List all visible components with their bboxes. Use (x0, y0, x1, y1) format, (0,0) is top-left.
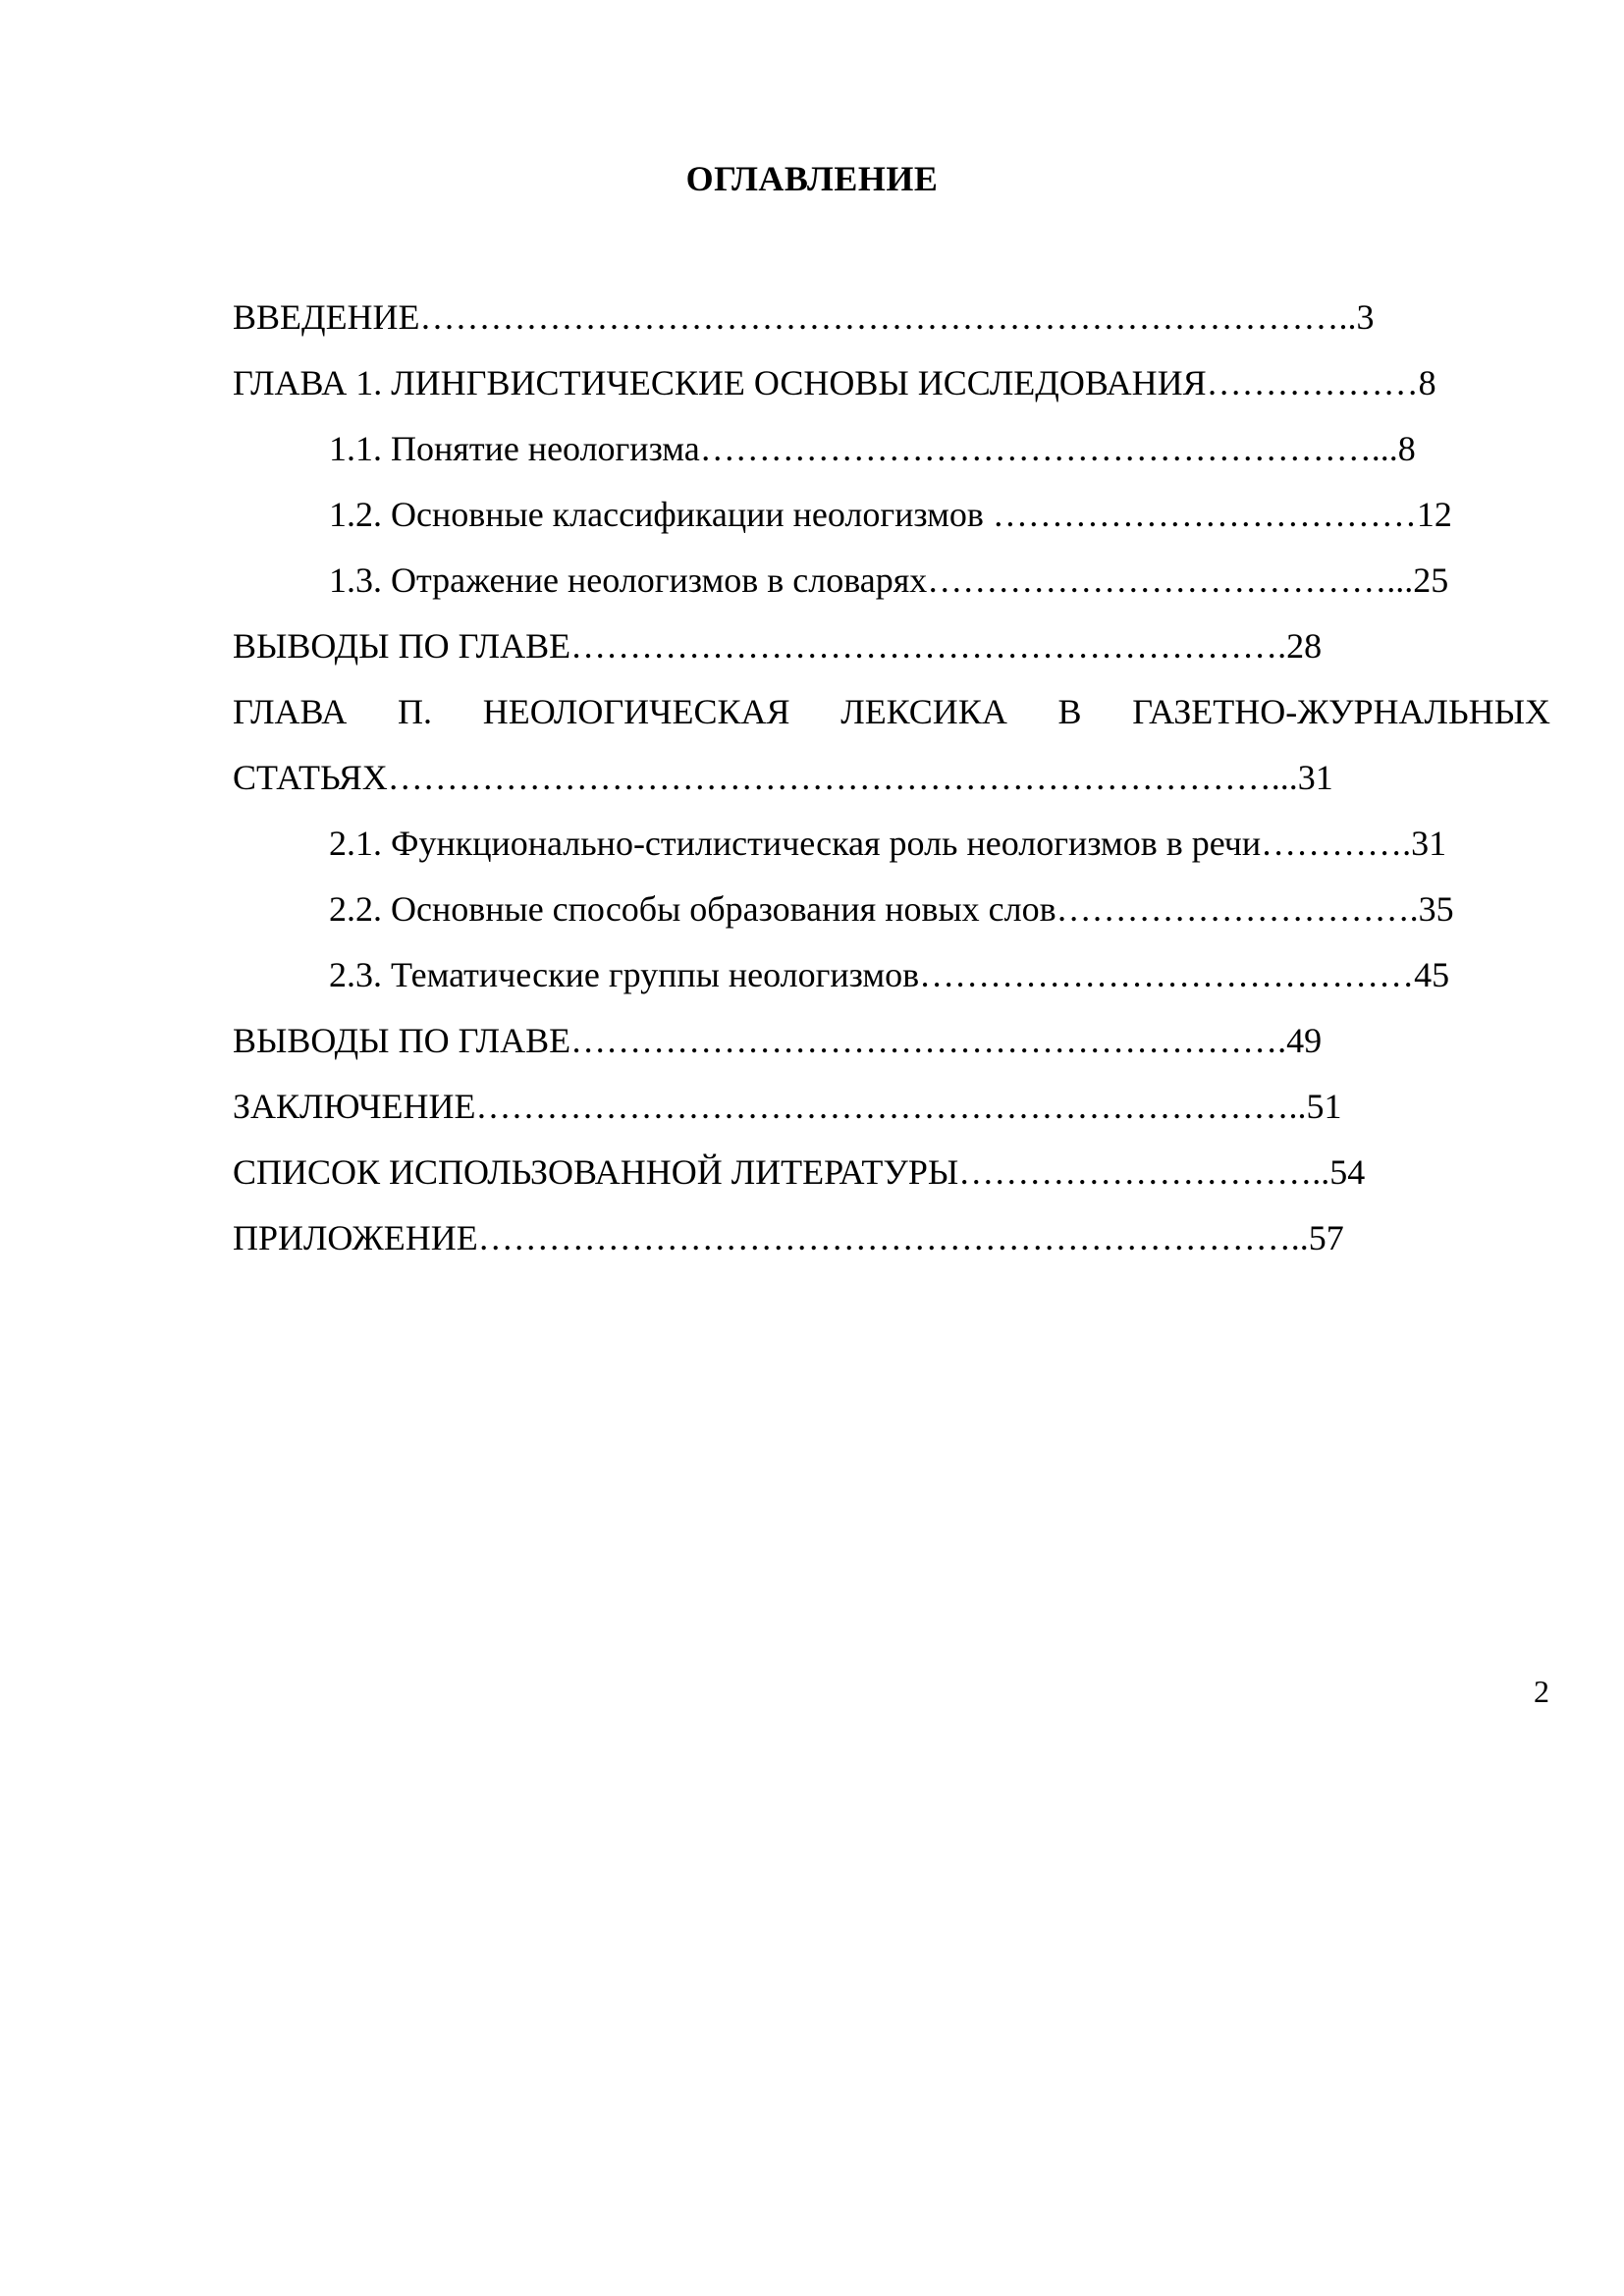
toc-entry-section-1-3: 1.3. Отражение неологизмов в словарях…………………………………...25 (329, 561, 1449, 600)
toc-entry-chapter-2 (233, 679, 1550, 811)
table-of-contents (233, 285, 1550, 1271)
toc-entry-chapter-1-conclusions: ВЫВОДЫ ПО ГЛАВЕ…………………………………………………….28 (233, 626, 1323, 666)
toc-entry-conclusion: ЗАКЛЮЧЕНИЕ……………………………………………………………..51 (233, 1087, 1342, 1126)
page-title: ОГЛАВЛЕНИЕ (685, 159, 939, 198)
toc-entry-references: СПИСОК ИСПОЛЬЗОВАННОЙ ЛИТЕРАТУРЫ…………………………..54 (233, 1152, 1366, 1192)
toc-entry-appendix: ПРИЛОЖЕНИЕ……………………………………………………………..57 (233, 1218, 1344, 1257)
toc-entry-chapter-2-conclusions: ВЫВОДЫ ПО ГЛАВЕ…………………………………………………….49 (233, 1021, 1323, 1060)
toc-entry-section-2-1: 2.1. Функционально-стилистическая роль неологизмов в речи………….31 (329, 824, 1447, 863)
toc-entry-section-1-2: 1.2. Основные классификации неологизмов ………………………………12 (329, 495, 1452, 534)
page-number: 2 (1534, 1674, 1549, 1709)
toc-entry-section-1-1: 1.1. Понятие неологизма…………………………………………………...8 (329, 429, 1416, 468)
toc-entry-section-2-3: 2.3. Тематические группы неологизмов……………………………………45 (329, 955, 1450, 994)
toc-entry-introduction: ВВЕДЕНИЕ……………………………………………………………………..3 (233, 297, 1375, 337)
toc-entry-chapter-1: ГЛАВА 1. ЛИНГВИСТИЧЕСКИЕ ОСНОВЫ ИССЛЕДОВАНИЯ………………8 (233, 363, 1436, 402)
toc-entry-chapter-2-line-1: ГЛАВА П. НЕОЛОГИЧЕСКАЯ ЛЕКСИКА В ГАЗЕТНО-ЖУРНАЛЬНЫХ (233, 692, 1550, 731)
toc-entry-chapter-2-line-2: СТАТЬЯХ…………………………………………………………………...31 (233, 758, 1333, 797)
toc-entry-section-2-2: 2.2. Основные способы образования новых слов………………………….35 (329, 889, 1454, 929)
